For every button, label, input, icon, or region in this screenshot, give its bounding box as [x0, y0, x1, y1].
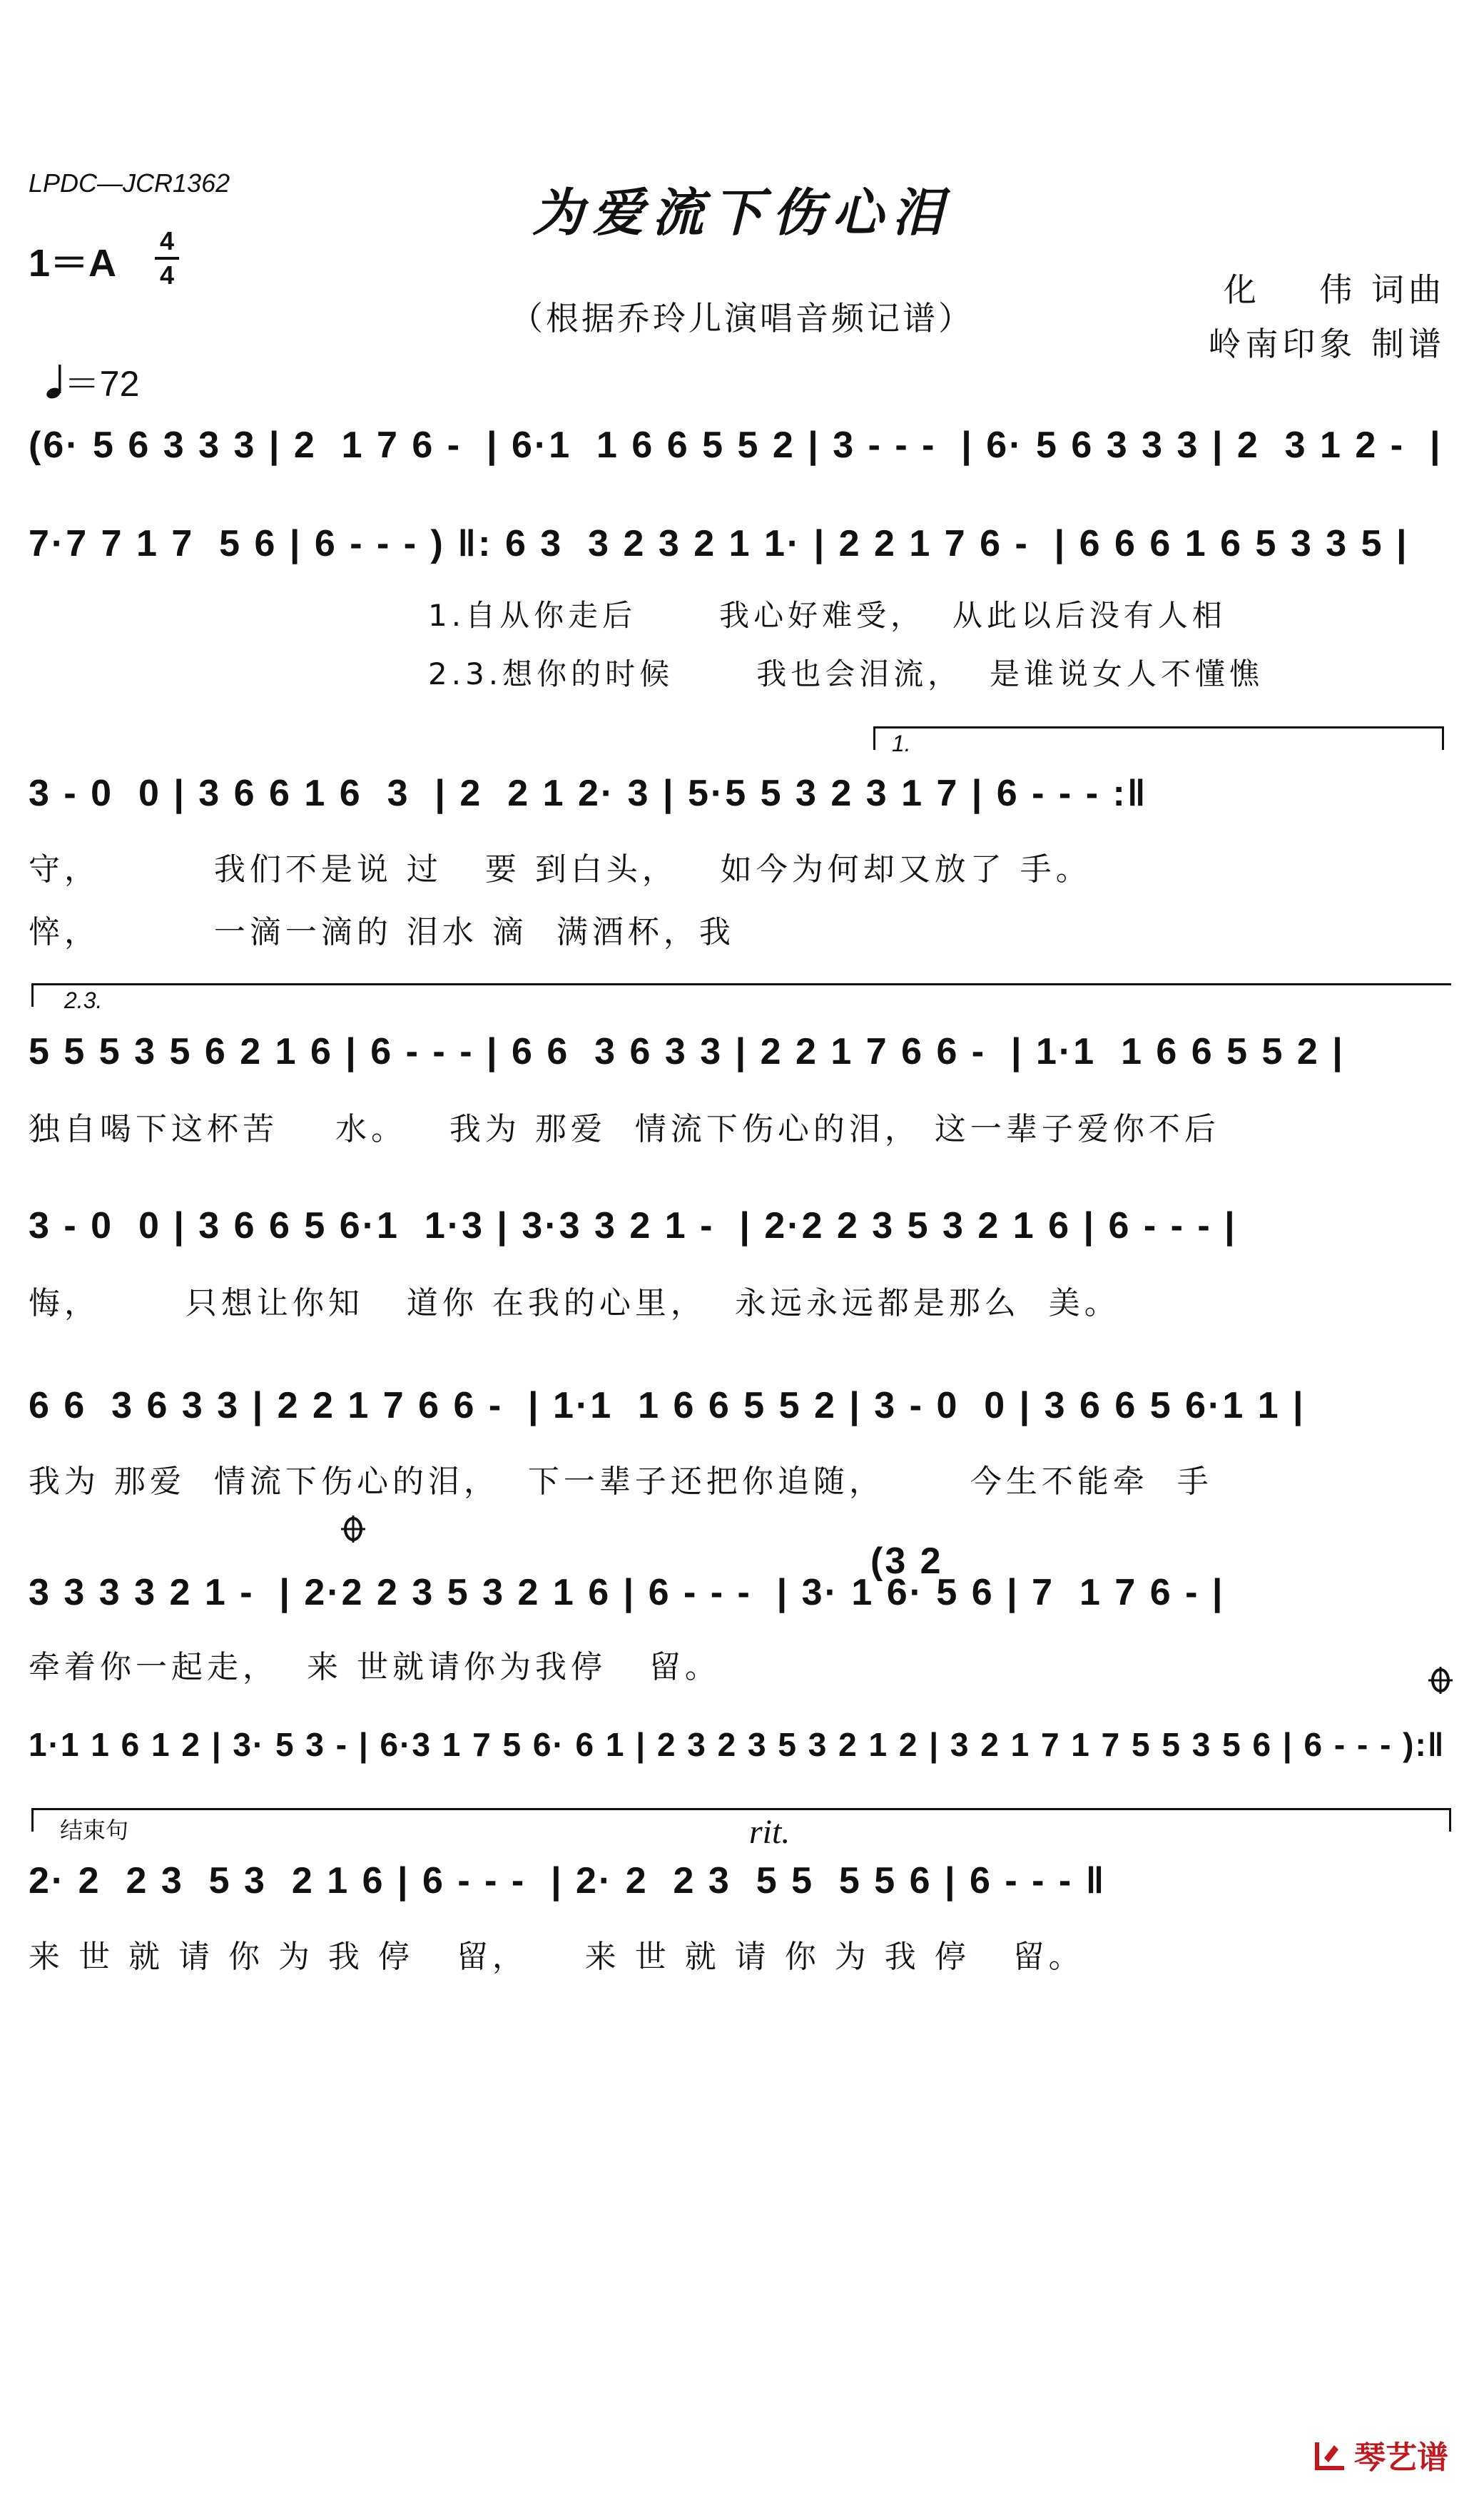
score-row-6-notes: 6 6 3 6 3 3 | 2 2 1 7 6 6 - | 1·1 1 6 6 5 5 2 | 3 - 0 0 | 3 6 6 5 6·1 1 | [29, 1385, 1306, 1426]
score-row-3-notes: 3 - 0 0 | 3 6 6 1 6 3 | 2 2 1 2· 3 | 5·5 5 3 2 3 1 7 | 6 - - - :‖ [29, 773, 1148, 814]
volta-bracket-1 [873, 726, 1444, 728]
score-row-3-lyric-verse-1: 守， 我们不是说 过 要 到白头， 如今为何却又放了 手。 [29, 851, 1092, 888]
ending-label: 结束句 [60, 1817, 129, 1844]
coda-sign-icon [1427, 1667, 1454, 1694]
score-row-5-notes: 3 - 0 0 | 3 6 6 5 6·1 1·3 | 3·3 3 2 1 - | 2·2 2 3 5 3 2 1 6 | 6 - - - | [29, 1205, 1237, 1247]
tempo-marking [26, 314, 139, 407]
score-row-3-lyric-verse-2: 悴， 一滴一滴的 泪水 滴 满酒杯，我 [29, 914, 735, 950]
score-row-4-notes: 5 5 5 3 5 6 2 1 6 | 6 - - - | 6 6 3 6 3 3 | 2 2 1 7 6 6 - | 1·1 1 6 6 5 5 2 | [29, 1031, 1345, 1072]
volta-label-2: 2.3. [64, 988, 103, 1013]
ending-bracket [31, 1808, 1451, 1810]
score-row-7-notes: 3 3 3 3 2 1 - | 2·2 2 3 5 3 2 1 6 | 6 - - - | 3· 1 6· 5 6 | 7 1 7 6 - | [29, 1572, 1225, 1613]
score-row-1-notes: (6· 5 6 3 3 3 | 2 1 7 6 - | 6·1 1 6 6 5 5 2 | 3 - - - | 6· 5 6 3 3 3 | 2 3 1 2 - | [29, 425, 1443, 466]
volta-label-1: 1. [892, 731, 911, 756]
key-signature: 1＝A [29, 242, 117, 285]
subtitle: （根据乔玲儿演唱音频记谱） [510, 299, 974, 337]
ritardando-mark: rit. [749, 1813, 791, 1851]
piano-logo-icon [1313, 2437, 1348, 2472]
score-row-2-lyric-verse-1: 1.自从你走后 我心好难受， 从此以后没有人相 [428, 598, 1226, 633]
score-row-9-lyric: 来 世 就 请 你 为 我 停 留， 来 世 就 请 你 为 我 停 留。 [29, 1939, 1084, 1975]
score-row-5-lyric: 悔， 只想让你知 道你 在我的心里， 永远永远都是那么 美。 [29, 1285, 1120, 1321]
score-row-6-lyric: 我为 那爱 情流下伤心的泪， 下一辈子还把你追随， 今生不能牵 手 [29, 1463, 1213, 1500]
score-row-9-notes: 2· 2 2 3 5 3 2 1 6 | 6 - - - | 2· 2 2 3 5 5 5 5 6 | 6 - - - ‖ [29, 1860, 1107, 1902]
tempo-value: ＝72 [63, 364, 140, 404]
coda-sign-icon [340, 1515, 367, 1543]
score-row-4-lyric: 独自喝下这杯苦 水。 我为 那爱 情流下伤心的泪， 这一辈子爱你不后 [29, 1111, 1220, 1147]
catalog-code: LPDC—JCR1362 [29, 168, 230, 198]
time-signature-top: 4 [159, 226, 175, 255]
score-row-2-notes: 7·7 7 1 7 5 6 | 6 - - - ) ‖: 6 3 3 2 3 2 1 1· | 2 2 1 7 6 - | 6 6 6 1 6 5 3 3 5 | [29, 523, 1409, 564]
credit-transcriber: 岭南印象 制谱 [1208, 325, 1445, 363]
score-row-2-lyric-verse-2: 2.3.想你的时候 我也会泪流， 是谁说女人不懂憔 [428, 656, 1264, 691]
credit-composer: 化 伟 词曲 [1223, 270, 1445, 309]
brand-logo [1313, 2432, 1448, 2477]
quarter-note-icon [46, 363, 64, 400]
volta-bracket-2 [31, 983, 1451, 985]
time-signature-bottom: 4 [159, 260, 175, 290]
score-row-7-lyric: 牵着你一起走， 来 世就请你为我停 留。 [29, 1649, 721, 1685]
brand-logo-text: 琴艺谱 [1354, 2439, 1448, 2476]
score-row-8-notes: 1·1 1 6 1 2 | 3· 5 3 - | 6·3 1 7 5 6· 6 1 | 2 3 2 3 5 3 2 1 2 | 3 2 1 7 1 7 5 5 3 5 6 | 6 - - - ):‖ [29, 1726, 1445, 1763]
song-title: 为爱流下伤心泪 [532, 182, 952, 243]
score-row-7-pickup: (3 2 [870, 1540, 943, 1582]
time-signature [153, 227, 181, 290]
